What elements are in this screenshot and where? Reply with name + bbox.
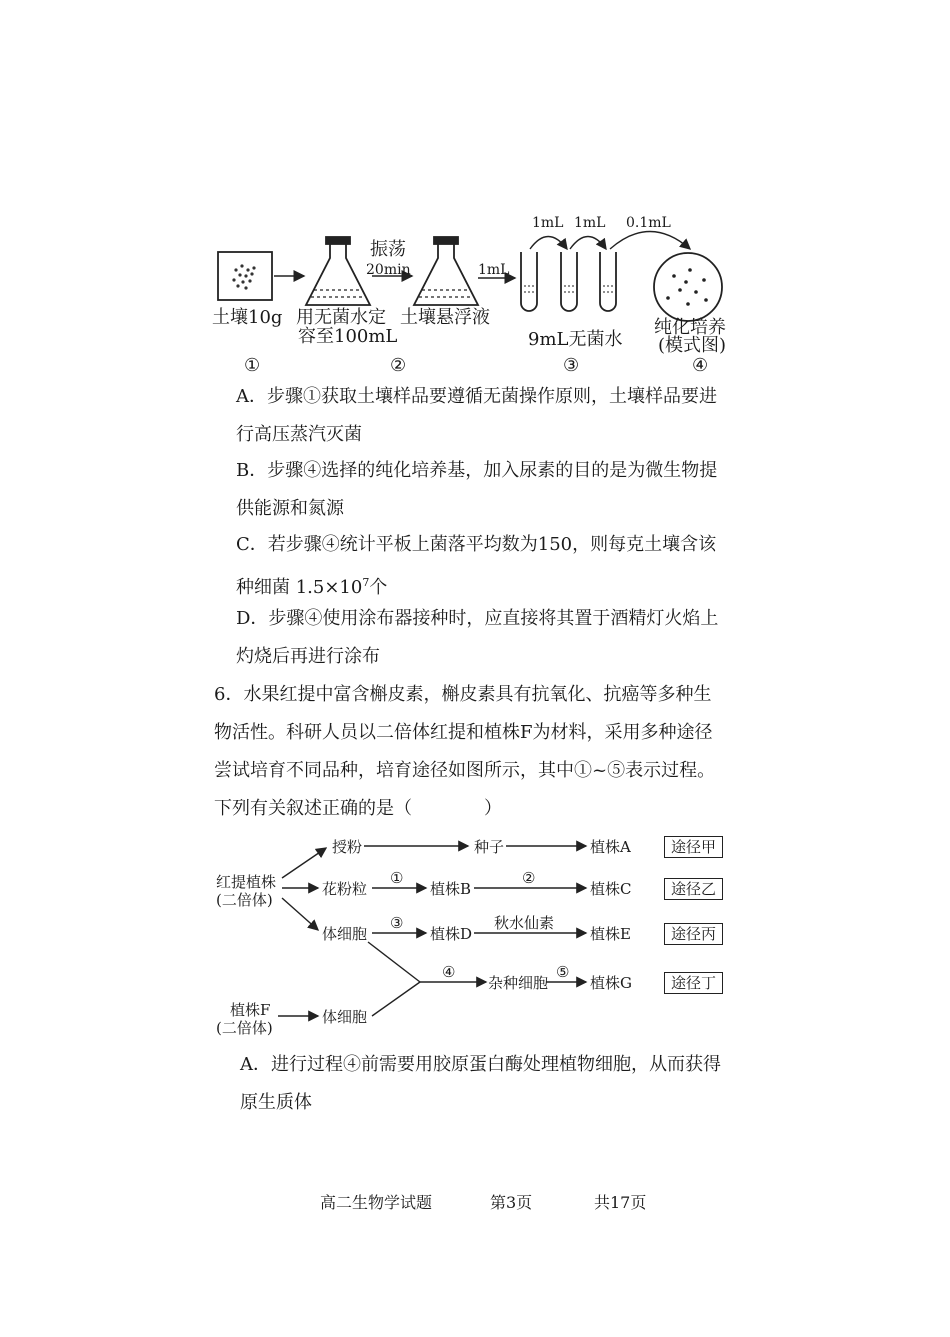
step-number: ④ xyxy=(442,963,456,981)
option-b: B．步骤④选择的纯化培养基，加入尿素的目的是为微生物提 供能源和氮源 xyxy=(236,460,718,519)
route-label: 途径甲 xyxy=(664,836,723,858)
q6-option-a: A．进行过程④前需要用胶原蛋白酶处理植物细胞，从而获得 原生质体 xyxy=(240,1054,721,1113)
step-number: ③ xyxy=(390,914,404,932)
dish-label: 纯化培养 xyxy=(654,317,726,338)
volume-label: 1mL xyxy=(574,215,606,231)
footer-subject: 高二生物学试题 xyxy=(320,1193,433,1212)
step-number: ② xyxy=(390,355,407,376)
volume-label: 0.1mL xyxy=(626,215,671,231)
option-a: A．步骤①获取土壤样品要遵循无菌操作原则，土壤样品要进 行高压蒸汽灭菌 xyxy=(236,386,717,445)
step-number: ② xyxy=(522,869,536,887)
flask1-label: 容至100mL xyxy=(298,326,398,347)
plant-f-ploidy: (二倍体) xyxy=(216,1019,273,1037)
plant-f-label: 植株F xyxy=(230,1001,271,1019)
step-number: ① xyxy=(244,355,261,376)
option-c: C．若步骤④统计平板上菌落平均数为150，则每克土壤含该 种细菌 $1.5\times 10^7$个 xyxy=(236,534,717,598)
volume-label: 1mL xyxy=(532,215,564,231)
pollen-node: 花粉粒 xyxy=(322,880,368,898)
plant-c-node: 植株C xyxy=(590,880,632,898)
pollination-node: 授粉 xyxy=(332,838,363,856)
plant-a-node: 植株A xyxy=(590,838,631,856)
step-number: ③ xyxy=(563,355,580,376)
step-number: ⑤ xyxy=(556,963,570,981)
plant-e-node: 植株E xyxy=(590,925,631,943)
route-label: 途径丙 xyxy=(664,923,723,945)
shake-label: 振荡 xyxy=(370,239,406,260)
option-d: D．步骤④使用涂布器接种时，应直接将其置于酒精灯火焰上 灼烧后再进行涂布 xyxy=(236,608,719,667)
route-label: 途径乙 xyxy=(664,878,723,900)
red-grape-label: 红提植株 xyxy=(216,873,277,891)
soil-label: 土壤10g xyxy=(212,307,283,328)
plant-b-node: 植株B xyxy=(430,880,472,898)
red-grape-ploidy: (二倍体) xyxy=(216,891,273,909)
somatic-cell-node: 体细胞 xyxy=(322,925,368,943)
hybrid-cell-node: 杂种细胞 xyxy=(488,974,549,992)
question-6-stem: 6．水果红提中富含槲皮素，槲皮素具有抗氧化、抗癌等多种生 物活性。科研人员以二倍体红提和植株F为材料，采用多种途径 尝试培育不同品种，培育途径如图所示，其中①~⑤表示过程。 下列有关叙述正确的是（ ） xyxy=(214,684,716,819)
somatic-cell-node: 体细胞 xyxy=(322,1008,368,1026)
tubes-label: 9mL无菌水 xyxy=(528,329,623,350)
plant-g-node: 植株G xyxy=(590,974,632,992)
dish-label: (模式图) xyxy=(658,335,727,356)
transfer-label: 1mL xyxy=(478,262,510,278)
step-number: ④ xyxy=(692,355,709,376)
shake-time-label: 20min xyxy=(366,262,411,278)
flask2-label: 土壤悬浮液 xyxy=(400,307,490,328)
route-label: 途径丁 xyxy=(664,972,723,994)
seed-node: 种子 xyxy=(474,838,505,856)
footer-total: 共17页 xyxy=(594,1193,647,1212)
flask1-label: 用无菌水定 xyxy=(296,307,386,328)
plant-d-node: 植株D xyxy=(430,925,473,943)
colchicine-label: 秋水仙素 xyxy=(494,914,555,932)
step-number: ① xyxy=(390,869,404,887)
footer-page: 第3页 xyxy=(490,1193,533,1212)
